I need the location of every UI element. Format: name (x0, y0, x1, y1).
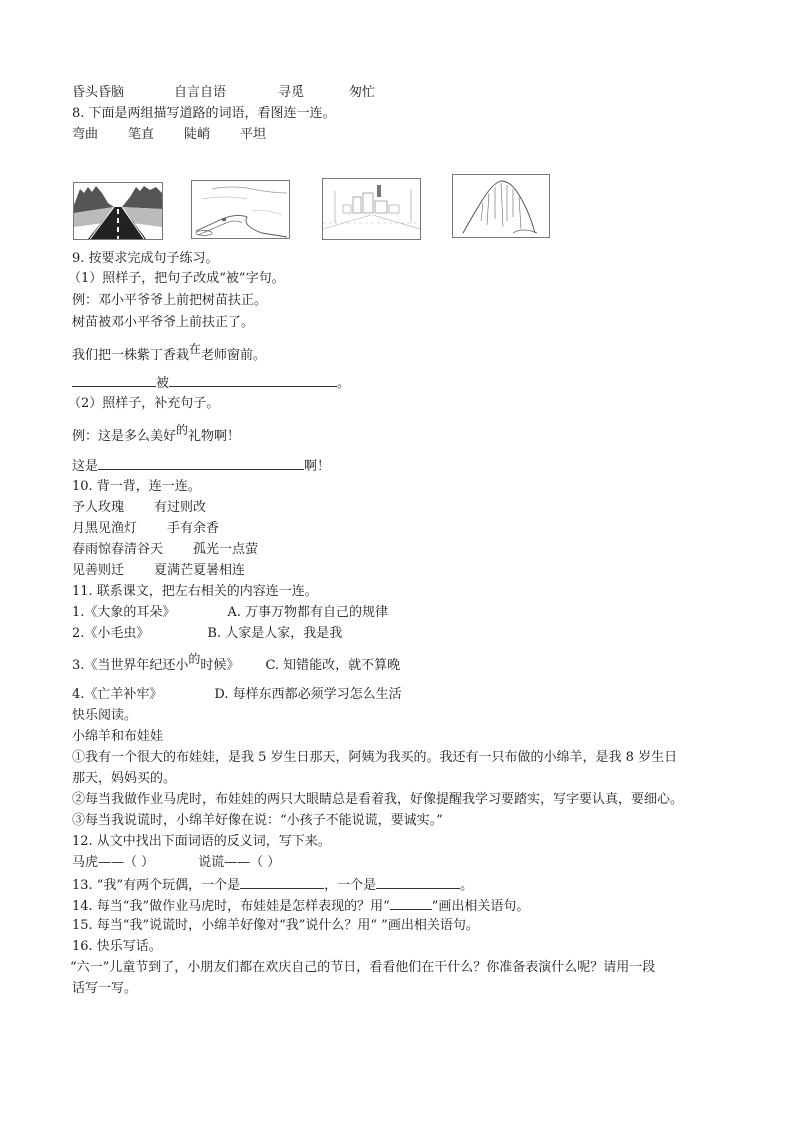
story-paragraph-2: ②每当我做作业马虎时，布娃娃的两只大眼睛总是看着我，好像提醒我学习要踏实，写字要认真，要细心。 (72, 792, 684, 807)
story-title: 小绵羊和布娃娃 (72, 729, 164, 744)
q11-row: 1.《大象的耳朵》 A. 万事万物都有自己的规律 (72, 605, 389, 620)
answer-blank[interactable] (98, 456, 304, 470)
q9-part1-fill-row: 被 。 (72, 373, 350, 393)
q9-part2-fill-row: 这是 啊！ (72, 456, 330, 476)
q14: 14. 每当“我”做作业马虎时，布娃娃是怎样表现的？用“ ”画出相关语句。 (72, 896, 529, 916)
story-paragraph-3: ③每当我说谎时，小绵羊好像在说：“小孩子不能说谎，要诚实。” (72, 813, 443, 828)
underline-sample (390, 896, 432, 910)
q8-word: 弯曲 (72, 127, 99, 142)
q8-title: 8. 下面是两组描写道路的词语，看图连一连。 (72, 106, 336, 121)
q10-row: 予人玫瑰 有过则改 (72, 500, 207, 515)
q9-part1-sentence: 我们把一株紫丁香栽在老师窗前。 (72, 342, 267, 363)
city-crossroad-picture (322, 178, 421, 240)
q7-word-row (72, 84, 375, 102)
q8-word: 笔直 (128, 127, 155, 142)
answer-blank[interactable] (240, 875, 324, 889)
q12-items: 马虎——（ ） 说谎——（ ） (72, 855, 281, 870)
story-paragraph-1-cont: 那天，妈妈买的。 (72, 771, 177, 786)
q9-part1-instruction: （1）照样子，把句子改成“被”字句。 (68, 271, 285, 286)
steep-mountain-picture (452, 174, 550, 238)
q9-part2-example: 例：这是多么美好的礼物啊！ (72, 423, 241, 444)
q8-word: 陡峭 (184, 127, 211, 142)
q11-row: 4.《亡羊补牢》 D. 每样东西都必须学习怎么生活 (72, 687, 402, 702)
q10-row: 见善则迁 夏满芒夏暑相连 (72, 563, 246, 578)
q11-title: 11. 联系课文，把左右相关的内容连一连。 (72, 584, 318, 599)
q7-word: 寻觅 (278, 85, 305, 100)
q15: 15. 每当“我”说谎时，小绵羊好像对“我”说什么？用“ ”画出相关语句。 (72, 918, 479, 933)
q8-word-row (72, 126, 266, 144)
q10-row: 春雨惊春清谷天 孤光一点萤 (72, 542, 259, 557)
q9-part1-example: 例：邓小平爷爷上前把树苗扶正。 (72, 293, 268, 308)
q13: 13. “我”有两个玩偶，一个是 ，一个是 。 (72, 875, 473, 895)
q10-row: 月黑见渔灯 手有余香 (72, 521, 220, 536)
q11-row: 3.《当世界年纪还小的时候》 C. 知错能改，就不算晚 (72, 652, 401, 673)
q16-prompt-cont: 话写一写。 (72, 981, 138, 996)
winding-road-picture (191, 180, 290, 239)
q9-part2-instruction: （2）照样子，补充句子。 (68, 396, 220, 411)
answer-blank[interactable] (72, 373, 156, 387)
q7-word: 昏头昏脑 (72, 85, 125, 100)
q9-part1-example-answer: 树苗被邓小平爷爷上前扶正了。 (72, 315, 255, 330)
reading-heading: 快乐阅读。 (72, 708, 138, 723)
answer-blank[interactable] (169, 373, 337, 387)
answer-blank[interactable] (376, 875, 460, 889)
q8-word: 平坦 (240, 127, 267, 142)
q16-prompt: “六一”儿童节到了，小朋友们都在欢庆自己的节日，看看他们在干什么？你准备表演什么呢？请用一段 (70, 960, 656, 975)
q12-title: 12. 从文中找出下面词语的反义词，写下来。 (72, 834, 331, 849)
q10-title: 10. 背一背，连一连。 (72, 479, 201, 494)
straight-road-picture (73, 182, 163, 240)
q16-title: 16. 快乐写话。 (72, 939, 162, 954)
q7-word: 匆忙 (349, 85, 376, 100)
q7-word: 自言自语 (174, 85, 227, 100)
q11-row: 2.《小毛虫》 B. 人家是人家，我是我 (72, 626, 343, 641)
story-paragraph-1: ①我有一个很大的布娃娃，是我 5 岁生日那天，阿姨为我买的。我还有一只布做的小绵羊，是我 8 岁生日 (72, 750, 678, 765)
q9-title: 9. 按要求完成句子练习。 (72, 251, 219, 266)
